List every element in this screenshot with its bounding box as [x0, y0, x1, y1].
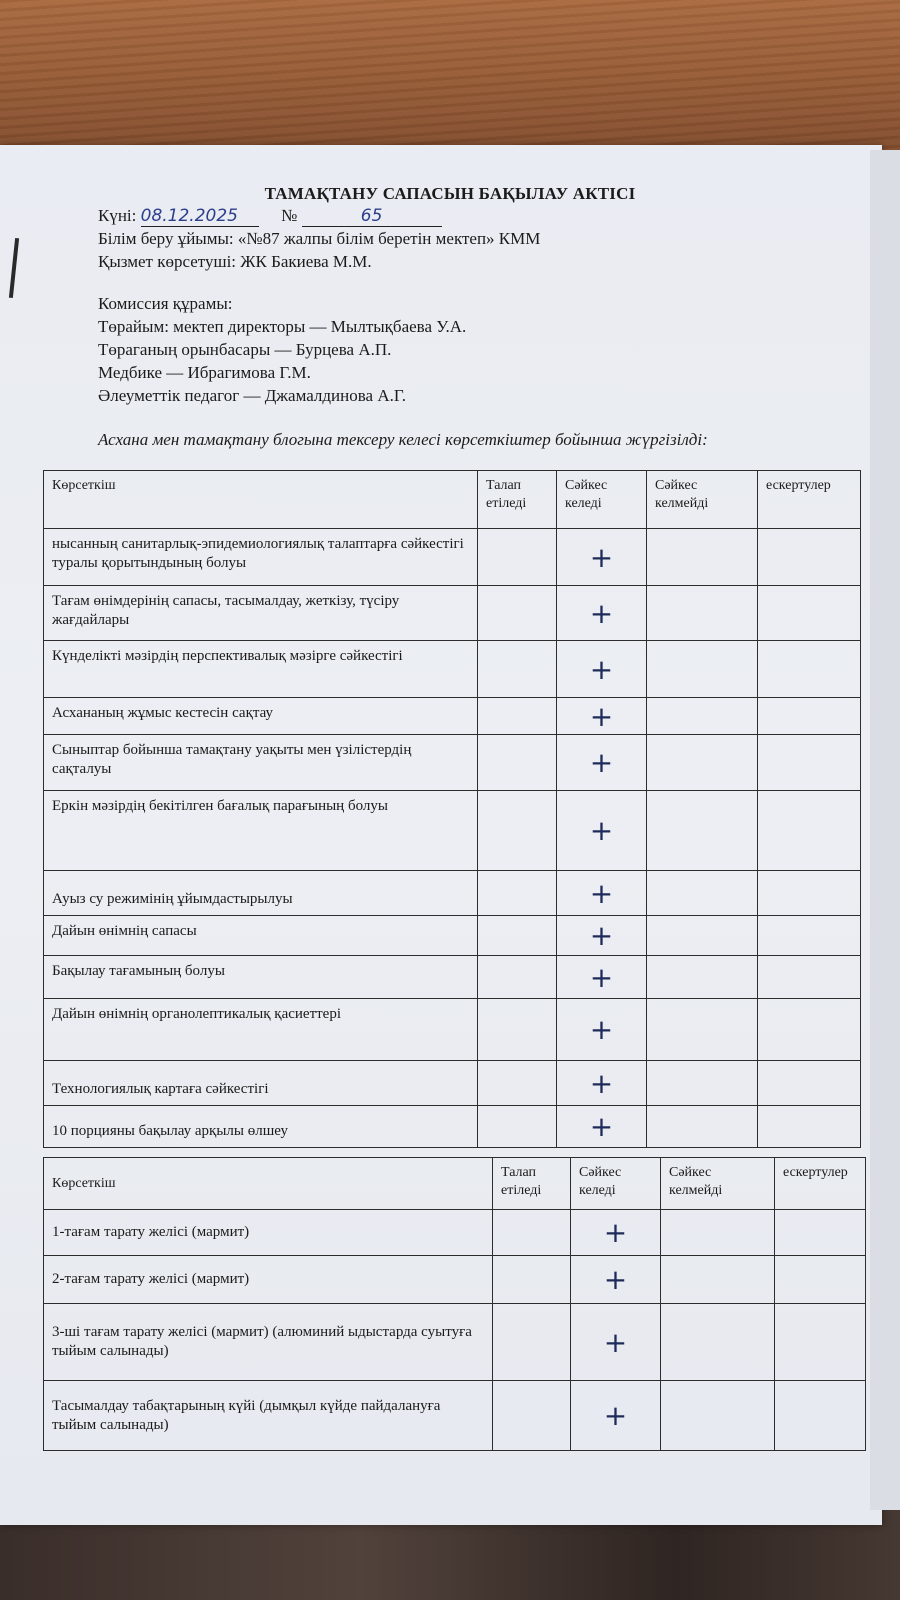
commission-heading: Комиссия құрамы:	[98, 294, 233, 313]
provider-line: Қызмет көрсетуші: ЖК Бакиева М.М.	[98, 252, 372, 271]
non-compliant-cell	[647, 735, 758, 791]
notes-cell	[775, 1256, 866, 1304]
commission-member: Медбике — Ибрагимова Г.М.	[98, 363, 311, 382]
notes-cell	[758, 791, 861, 871]
check-mark: +	[557, 529, 647, 586]
check-mark: +	[571, 1304, 661, 1381]
table-row	[44, 956, 861, 999]
underlying-sheet-edge	[870, 150, 900, 1510]
table-row	[44, 1304, 866, 1381]
number-value: 65	[302, 206, 442, 227]
non-compliant-cell	[661, 1304, 775, 1381]
check-mark: +	[557, 1061, 647, 1106]
header-indicator: Көрсеткіш	[44, 471, 478, 529]
notes-cell	[758, 871, 861, 916]
check-mark: +	[557, 871, 647, 916]
check-mark: +	[557, 999, 647, 1061]
non-compliant-cell	[661, 1381, 775, 1451]
notes-cell	[758, 999, 861, 1061]
table-row	[44, 698, 861, 735]
notes-cell	[758, 1061, 861, 1106]
required-cell	[478, 641, 557, 698]
check-mark: +	[557, 1106, 647, 1148]
commission-member: Төрайым: мектеп директоры — Мылтықбаева У.А.	[98, 317, 467, 336]
check-mark: +	[557, 791, 647, 871]
header-non-compliant: Сәйкес келмейді	[647, 471, 758, 529]
intro-text: Асхана мен тамақтану блогына тексеру келесі көрсеткіштер бойынша жүргізілді:	[98, 430, 708, 449]
required-cell	[478, 1106, 557, 1148]
notes-cell	[775, 1210, 866, 1256]
check-mark: +	[571, 1381, 661, 1451]
notes-cell	[758, 735, 861, 791]
document-title: ТАМАҚТАНУ САПАСЫН БАҚЫЛАУ АКТІСІ	[264, 184, 636, 203]
non-compliant-cell	[647, 586, 758, 641]
row-indicator: Дайын өнімнің сапасы	[44, 916, 478, 956]
non-compliant-cell	[647, 791, 758, 871]
non-compliant-cell	[647, 1061, 758, 1106]
notes-cell	[775, 1381, 866, 1451]
row-indicator: Технологиялық картаға сәйкестігі	[44, 1061, 478, 1106]
notes-cell	[758, 1106, 861, 1148]
table-header-row	[44, 1158, 866, 1210]
row-indicator: Тасымалдау табақтарының күйі (дымқыл күйде пайдалануға тыйым салынады)	[44, 1381, 493, 1451]
required-cell	[478, 999, 557, 1061]
table-row	[44, 529, 861, 586]
notes-cell	[758, 916, 861, 956]
date-value: 08.12.2025	[141, 206, 259, 227]
row-indicator: Күнделікті мәзірдің перспективалық мәзірге сәйкестігі	[44, 641, 478, 698]
table-row	[44, 871, 861, 916]
table-row	[44, 1256, 866, 1304]
check-mark: +	[571, 1256, 661, 1304]
header-compliant: Сәйкес келеді	[557, 471, 647, 529]
notes-cell	[758, 698, 861, 735]
check-mark: +	[557, 916, 647, 956]
row-indicator: 10 порцияны бақылау арқылы өлшеу	[44, 1106, 478, 1148]
required-cell	[478, 871, 557, 916]
non-compliant-cell	[647, 999, 758, 1061]
check-mark: +	[557, 735, 647, 791]
required-cell	[478, 916, 557, 956]
non-compliant-cell	[647, 1106, 758, 1148]
check-mark: +	[557, 956, 647, 999]
date-number-line	[98, 206, 442, 227]
required-cell	[478, 956, 557, 999]
table-row	[44, 1061, 861, 1106]
notes-cell	[758, 529, 861, 586]
required-cell	[478, 586, 557, 641]
header-required: Талап етіледі	[478, 471, 557, 529]
table-row	[44, 586, 861, 641]
notes-cell	[758, 586, 861, 641]
row-indicator: Сыныптар бойынша тамақтану уақыты мен үзілістердің сақталуы	[44, 735, 478, 791]
header-non-compliant: Сәйкес келмейді	[661, 1158, 775, 1210]
required-cell	[478, 735, 557, 791]
table-row	[44, 1106, 861, 1148]
commission-member: Әлеуметтік педагог — Джамалдинова А.Г.	[98, 386, 407, 405]
non-compliant-cell	[647, 529, 758, 586]
inspection-table-2	[43, 1157, 866, 1451]
required-cell	[478, 698, 557, 735]
required-cell	[493, 1210, 571, 1256]
non-compliant-cell	[647, 641, 758, 698]
table-header-row	[44, 471, 861, 529]
inspection-table-1	[43, 470, 861, 1148]
notes-cell	[775, 1304, 866, 1381]
header-compliant: Сәйкес келеді	[571, 1158, 661, 1210]
row-indicator: Тағам өнімдерінің сапасы, тасымалдау, жеткізу, түсіру жағдайлары	[44, 586, 478, 641]
row-indicator: Бақылау тағамының болуы	[44, 956, 478, 999]
table-row	[44, 641, 861, 698]
check-mark: +	[557, 641, 647, 698]
required-cell	[478, 529, 557, 586]
table-row	[44, 1210, 866, 1256]
wooden-table-background	[0, 0, 900, 160]
row-indicator: 2-тағам тарату желісі (мармит)	[44, 1256, 493, 1304]
non-compliant-cell	[647, 871, 758, 916]
row-indicator: 1-тағам тарату желісі (мармит)	[44, 1210, 493, 1256]
table-row	[44, 999, 861, 1061]
notes-cell	[758, 956, 861, 999]
non-compliant-cell	[647, 698, 758, 735]
table-row	[44, 791, 861, 871]
organization-line: Білім беру ұйымы: «№87 жалпы білім беретін мектеп» КММ	[98, 229, 541, 248]
row-indicator: нысанның санитарлық-эпидемиологиялық талаптарға сәйкестігі туралы қорытындының болуы	[44, 529, 478, 586]
required-cell	[493, 1256, 571, 1304]
header-indicator: Көрсеткіш	[44, 1158, 493, 1210]
table-row	[44, 916, 861, 956]
row-indicator: Дайын өнімнің органолептикалық қасиеттері	[44, 999, 478, 1061]
date-label: Күні:	[98, 206, 137, 225]
table-row	[44, 1381, 866, 1451]
header-notes: ескертулер	[758, 471, 861, 529]
row-indicator: Асхананың жұмыс кестесін сақтау	[44, 698, 478, 735]
check-mark: +	[557, 698, 647, 735]
row-indicator: Еркін мәзірдің бекітілген бағалық парағының болуы	[44, 791, 478, 871]
non-compliant-cell	[647, 916, 758, 956]
number-label: №	[281, 206, 298, 225]
notes-cell	[758, 641, 861, 698]
row-indicator: 3-ші тағам тарату желісі (мармит) (алюминий ыдыстарда суытуға тыйым салынады)	[44, 1304, 493, 1381]
non-compliant-cell	[661, 1256, 775, 1304]
row-indicator: Ауыз су режимінің ұйымдастырылуы	[44, 871, 478, 916]
header-required: Талап етіледі	[493, 1158, 571, 1210]
table-row	[44, 735, 861, 791]
header-notes: ескертулер	[775, 1158, 866, 1210]
required-cell	[493, 1381, 571, 1451]
non-compliant-cell	[647, 956, 758, 999]
required-cell	[493, 1304, 571, 1381]
non-compliant-cell	[661, 1210, 775, 1256]
required-cell	[478, 791, 557, 871]
check-mark: +	[571, 1210, 661, 1256]
required-cell	[478, 1061, 557, 1106]
commission-member: Төраганың орынбасары — Бурцева А.П.	[98, 340, 392, 359]
check-mark: +	[557, 586, 647, 641]
